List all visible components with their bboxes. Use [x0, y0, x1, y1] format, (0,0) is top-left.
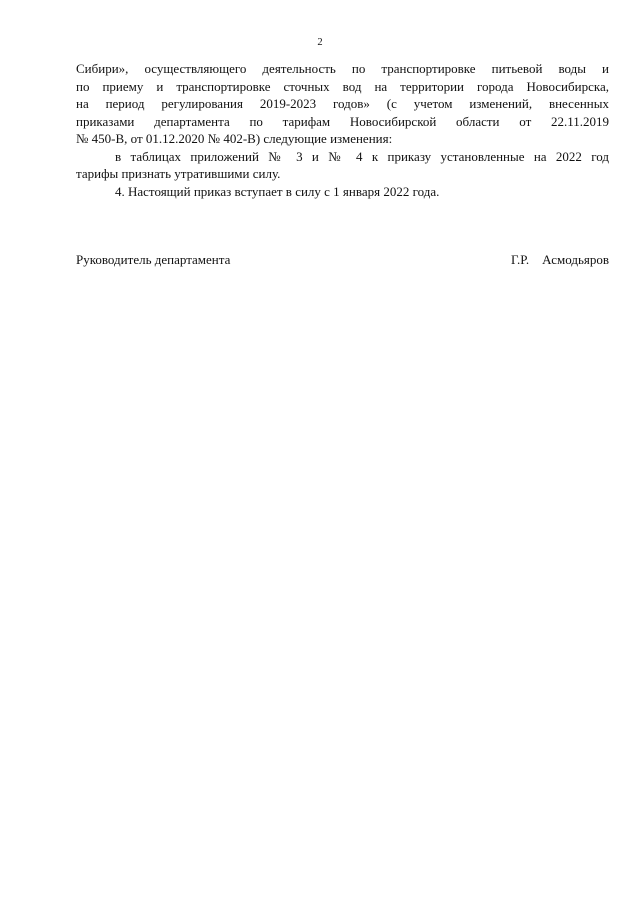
text-line: тарифы признать утратившими силу. [76, 166, 281, 181]
text-line: № 450-В, от 01.12.2020 № 402-В) следующие изменения: [76, 131, 393, 146]
text-line: в таблицах приложений № 3 и № 4 к приказу установленные на 2022 год [115, 148, 609, 164]
signatory-surname: Асмодьяров [542, 252, 609, 267]
signature-block [76, 251, 609, 269]
text-line: по приему и транспортировке сточных вод на территории города Новосибирска, [76, 78, 609, 94]
signatory-initials: Г.Р. [510, 252, 530, 267]
text-line: 4. Настоящий приказ вступает в силу с 1 января 2022 года. [115, 183, 440, 199]
page-number: 2 [317, 37, 323, 48]
signatory-name [511, 251, 609, 269]
text-line: на период регулирования 2019-2023 годов» (с учетом изменений, внесенных [76, 96, 609, 111]
order-text [76, 60, 609, 200]
text-line: приказами департамента по тарифам Новосибирской области от 22.11.2019 [76, 113, 609, 129]
text-line: Сибири», осуществляющего деятельность по транспортировке питьевой воды и [76, 61, 609, 76]
signatory-position: Руководитель департамента [76, 252, 231, 267]
